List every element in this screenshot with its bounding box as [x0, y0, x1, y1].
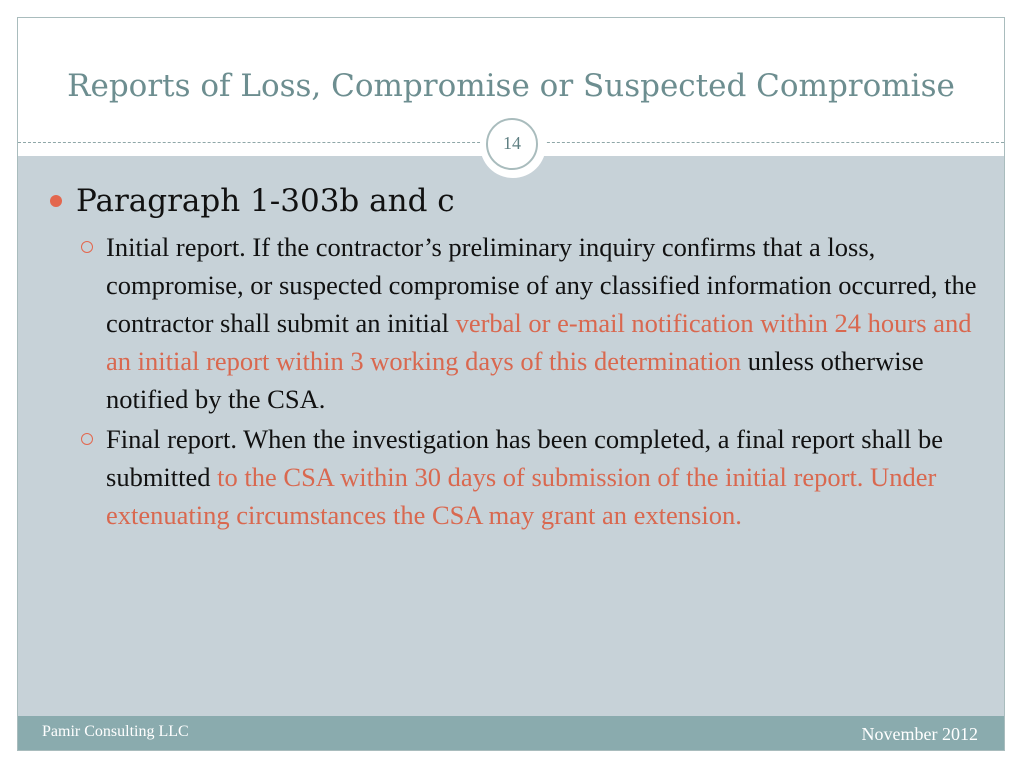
sub-bullet-text-plain: Initial report. If the contractor’s preliminary inquiry confirms that a loss, compromise, or suspected compromise of any classified information occurred, the contractor shall submit an initial [106, 232, 977, 338]
hollow-circle-bullet-icon [81, 241, 93, 253]
footer-date: November 2012 [861, 724, 978, 744]
sub-bullet-text [106, 232, 977, 414]
sub-bullet-item [80, 420, 980, 534]
sub-bullet-text-plain: unless otherwise notified by the CSA. [106, 346, 924, 414]
filled-circle-bullet-icon [50, 195, 62, 207]
sub-bullet-text-highlight: verbal or e-mail notification within 24 hours and an initial report within 3 working days of this determination [106, 308, 972, 376]
hollow-circle-bullet-icon [81, 433, 93, 445]
slide-content [50, 180, 980, 536]
bullet-text: Paragraph 1-303b and c [76, 183, 455, 219]
sub-bullet-text-plain: Final report. When the investigation has been completed, a final report shall be submitted [106, 424, 943, 492]
page-number: 14 [486, 118, 538, 170]
sub-bullet-item [80, 228, 980, 418]
bullet-item [50, 180, 980, 222]
slide-title: Reports of Loss, Compromise or Suspected Compromise [67, 68, 955, 104]
sub-bullet-text-highlight: to the CSA within 30 days of submission of the initial report. Under extenuating circumstances the CSA may grant an extension. [106, 462, 937, 530]
footer-company: Pamir Consulting LLC [42, 723, 189, 740]
footer-bar [18, 716, 1004, 750]
sub-bullet-text [106, 424, 943, 530]
